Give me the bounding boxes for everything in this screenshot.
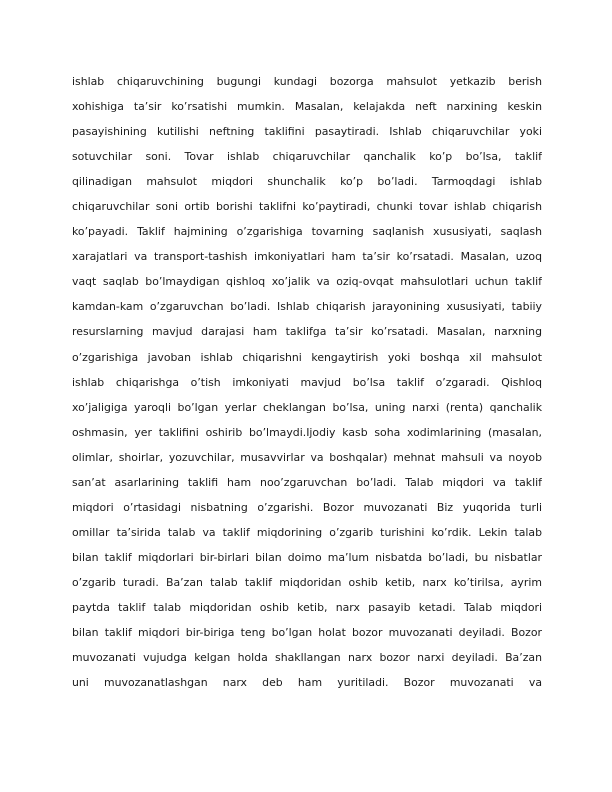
text-line: pasayishining kutilishi neftning taklifini pasaytiradi. Ishlab chiqaruvchilar yoki xyxy=(72,125,542,139)
text-line: ishlab chiqaruvchining bugungi kundagi bozorga mahsulot yetkazib berish xyxy=(72,75,542,88)
text-line: xo’jaligiga yaroqli bo’lgan yerlar cheklangan bo’lsa, uning narxi (renta) qanchalik xyxy=(72,400,542,414)
text-line: xohishiga ta’sir ko’rsatishi mumkin. Masalan, kelajakda neft narxining keskin xyxy=(72,100,542,114)
text-line: uni muvozanatlashgan narx deb ham yuritiladi. Bozor muvozanati va xyxy=(72,676,542,690)
text-line: miqdori o’rtasidagi nisbatning o’zgarishi. Bozor muvozanati Biz yuqorida turli xyxy=(72,500,542,514)
text-line: chiqaruvchilar soni ortib borishi taklifni ko’paytiradi, chunki tovar ishlab chiqarish xyxy=(72,200,542,214)
text-line: bilan taklif miqdorlari bir-birlari bilan doimo ma’lum nisbatda bo’ladi, bu nisbatlar xyxy=(72,550,542,564)
text-line: san’at asarlarining taklifi ham noo’zgaruvchan bo’ladi. Talab miqdori va taklif xyxy=(72,475,542,489)
text-line: vaqt saqlab bo’lmaydigan qishloq xo’jalik va oziq-ovqat mahsulotlari uchun taklif xyxy=(72,275,542,289)
text-line: ko’payadi. Taklif hajmining o’zgarishiga tovarning saqlanish xususiyati, saqlash xyxy=(72,225,542,239)
body-text xyxy=(72,69,542,695)
text-line: resurslarning mavjud darajasi ham taklifga ta’sir ko’rsatadi. Masalan, narxning xyxy=(72,325,542,339)
text-line: sotuvchilar soni. Tovar ishlab chiqaruvchilar qanchalik ko’p bo’lsa, taklif xyxy=(72,150,542,164)
text-line: muvozanati vujudga kelgan holda shakllangan narx bozor narxi deyiladi. Ba’zan xyxy=(72,651,542,665)
text-line: xarajatlari va transport-tashish imkoniyatlari ham ta’sir ko’rsatadi. Masalan, uzoq xyxy=(72,250,542,264)
text-line: omillar ta’sirida talab va taklif miqdorining o’zgarib turishini ko’rdik. Lekin talab xyxy=(72,525,542,539)
text-line: ishlab chiqarishga o’tish imkoniyati mavjud bo’lsa taklif o’zgaradi. Qishloq xyxy=(72,375,542,389)
text-line: paytda taklif talab miqdoridan oshib ketib, narx pasayib ketadi. Talab miqdori xyxy=(72,600,542,614)
text-line: o’zgarishiga javoban ishlab chiqarishni kengaytirish yoki boshqa xil mahsulot xyxy=(72,350,542,364)
text-line: kamdan-kam o’zgaruvchan bo’ladi. Ishlab chiqarish jarayonining xususiyati, tabiiy xyxy=(72,300,542,314)
text-line: olimlar, shoirlar, yozuvchilar, musavvirlar va boshqalar) mehnat mahsuli va noyob xyxy=(72,450,542,464)
text-line: qilinadigan mahsulot miqdori shunchalik ko’p bo’ladi. Tarmoqdagi ishlab xyxy=(72,175,542,189)
text-line: bilan taklif miqdori bir-biriga teng bo’lgan holat bozor muvozanati deyiladi. Bozor xyxy=(72,626,542,640)
text-line: oshmasin, yer taklifini oshirib bo’lmaydi.Ijodiy kasb soha xodimlarining (masalan, xyxy=(72,425,542,439)
text-line: o’zgarib turadi. Ba’zan talab taklif miqdoridan oshib ketib, narx ko’tirilsa, ayrim xyxy=(72,575,542,589)
